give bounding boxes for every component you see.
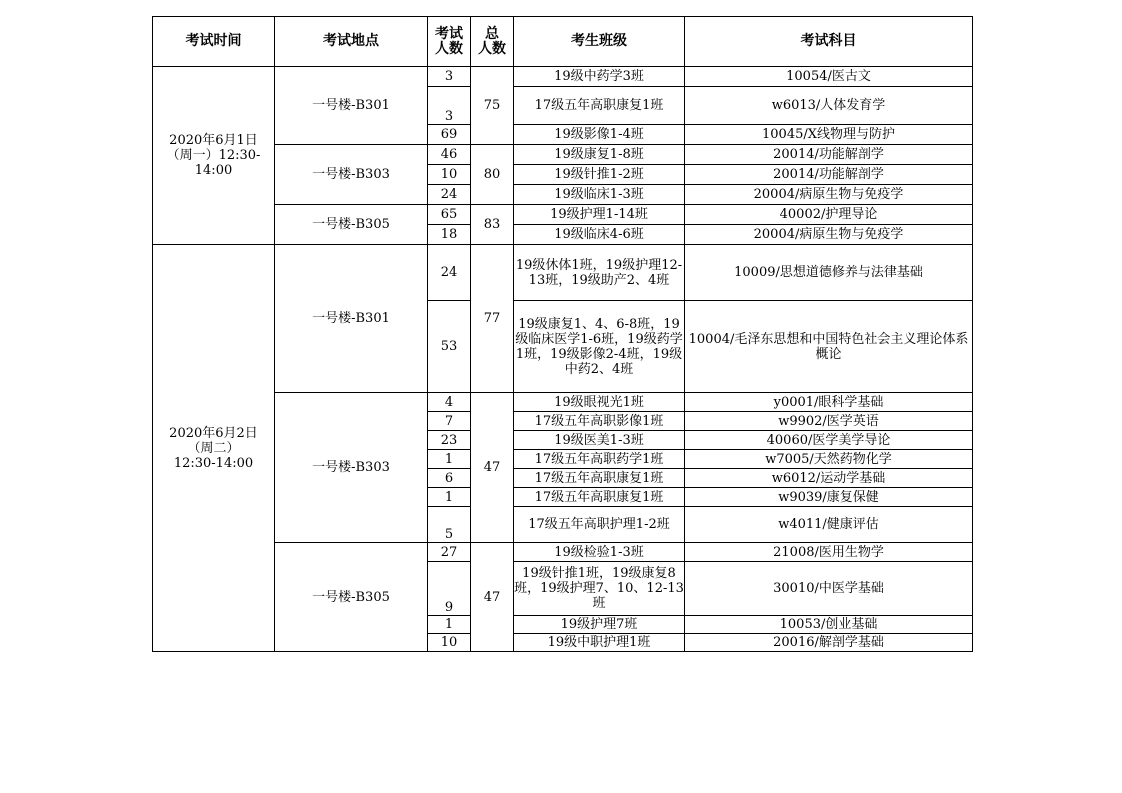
header-exam-count: 考试 人数 <box>428 17 471 67</box>
subject-cell: w6012/运动学基础 <box>685 469 973 488</box>
class-cell: 19级影像1-4班 <box>514 125 685 145</box>
class-cell: 19级护理1-14班 <box>514 205 685 225</box>
total-count-cell: 83 <box>471 205 514 245</box>
class-cell: 19级检验1-3班 <box>514 543 685 562</box>
subject-cell: 10004/毛泽东思想和中国特色社会主义理论体系概论 <box>685 301 973 393</box>
class-cell: 17级五年高职影像1班 <box>514 412 685 431</box>
table-row <box>153 205 973 225</box>
exam-location-cell: 一号楼-B303 <box>275 393 428 543</box>
class-cell: 19级针推1班，19级康复8班，19级护理7、10、12-13班 <box>514 562 685 616</box>
class-cell: 19级医美1-3班 <box>514 431 685 450</box>
exam-count-cell: 5 <box>428 507 471 543</box>
subject-cell: y0001/眼科学基础 <box>685 393 973 412</box>
class-cell: 17级五年高职康复1班 <box>514 87 685 125</box>
class-cell: 19级护理7班 <box>514 616 685 634</box>
header-total-count: 总 人数 <box>471 17 514 67</box>
subject-cell: 40002/护理导论 <box>685 205 973 225</box>
subject-cell: 10053/创业基础 <box>685 616 973 634</box>
table-row <box>153 393 973 412</box>
exam-location-cell: 一号楼-B301 <box>275 245 428 393</box>
header-exam-time: 考试时间 <box>153 17 275 67</box>
exam-count-cell: 10 <box>428 165 471 185</box>
exam-location-cell: 一号楼-B305 <box>275 543 428 652</box>
table-row <box>153 145 973 165</box>
exam-count-cell: 1 <box>428 450 471 469</box>
exam-count-cell: 7 <box>428 412 471 431</box>
class-cell: 19级康复1、4、6-8班，19级临床医学1-6班，19级药学1班，19级影像2-4班，19级中药2、4班 <box>514 301 685 393</box>
subject-cell: 10045/X线物理与防护 <box>685 125 973 145</box>
exam-count-cell: 65 <box>428 205 471 225</box>
total-count-cell: 47 <box>471 543 514 652</box>
total-count-cell: 80 <box>471 145 514 205</box>
header-exam-location: 考试地点 <box>275 17 428 67</box>
exam-count-cell: 53 <box>428 301 471 393</box>
exam-count-cell: 24 <box>428 245 471 301</box>
subject-cell: w9039/康复保健 <box>685 488 973 507</box>
header-student-class: 考生班级 <box>514 17 685 67</box>
subject-cell: 20004/病原生物与免疫学 <box>685 185 973 205</box>
exam-location-cell: 一号楼-B303 <box>275 145 428 205</box>
subject-cell: 21008/医用生物学 <box>685 543 973 562</box>
exam-location-cell: 一号楼-B301 <box>275 67 428 145</box>
subject-cell: 20014/功能解剖学 <box>685 145 973 165</box>
subject-cell: 20016/解剖学基础 <box>685 634 973 652</box>
exam-location-cell: 一号楼-B305 <box>275 205 428 245</box>
subject-cell: 20014/功能解剖学 <box>685 165 973 185</box>
exam-count-cell: 24 <box>428 185 471 205</box>
class-cell: 19级中职护理1班 <box>514 634 685 652</box>
exam-count-cell: 27 <box>428 543 471 562</box>
class-cell: 19级眼视光1班 <box>514 393 685 412</box>
exam-count-cell: 3 <box>428 87 471 125</box>
exam-count-cell: 6 <box>428 469 471 488</box>
subject-cell: w9902/医学英语 <box>685 412 973 431</box>
header-exam-subject: 考试科目 <box>685 17 973 67</box>
class-cell: 19级临床1-3班 <box>514 185 685 205</box>
total-count-cell: 75 <box>471 67 514 145</box>
class-cell: 19级针推1-2班 <box>514 165 685 185</box>
exam-count-cell: 1 <box>428 616 471 634</box>
subject-cell: w4011/健康评估 <box>685 507 973 543</box>
subject-cell: 30010/中医学基础 <box>685 562 973 616</box>
total-count-cell: 47 <box>471 393 514 543</box>
header-row <box>153 17 973 67</box>
table-row <box>153 67 973 87</box>
subject-cell: 10009/思想道德修养与法律基础 <box>685 245 973 301</box>
exam-schedule-table <box>152 16 973 652</box>
exam-count-cell: 46 <box>428 145 471 165</box>
exam-count-cell: 18 <box>428 225 471 245</box>
exam-count-cell: 9 <box>428 562 471 616</box>
class-cell: 19级休体1班，19级护理12-13班，19级助产2、4班 <box>514 245 685 301</box>
exam-count-cell: 69 <box>428 125 471 145</box>
subject-cell: 20004/病原生物与免疫学 <box>685 225 973 245</box>
exam-time-cell: 2020年6月2日 （周二） 12:30-14:00 <box>153 245 275 652</box>
class-cell: 17级五年高职药学1班 <box>514 450 685 469</box>
class-cell: 19级临床4-6班 <box>514 225 685 245</box>
total-count-cell: 77 <box>471 245 514 393</box>
exam-count-cell: 4 <box>428 393 471 412</box>
exam-count-cell: 1 <box>428 488 471 507</box>
class-cell: 17级五年高职护理1-2班 <box>514 507 685 543</box>
class-cell: 17级五年高职康复1班 <box>514 469 685 488</box>
exam-count-cell: 10 <box>428 634 471 652</box>
table-row <box>153 245 973 301</box>
class-cell: 19级中药学3班 <box>514 67 685 87</box>
subject-cell: w7005/天然药物化学 <box>685 450 973 469</box>
exam-count-cell: 23 <box>428 431 471 450</box>
subject-cell: w6013/人体发育学 <box>685 87 973 125</box>
class-cell: 19级康复1-8班 <box>514 145 685 165</box>
exam-time-cell: 2020年6月1日 （周一）12:30- 14:00 <box>153 67 275 245</box>
exam-count-cell: 3 <box>428 67 471 87</box>
class-cell: 17级五年高职康复1班 <box>514 488 685 507</box>
subject-cell: 40060/医学美学导论 <box>685 431 973 450</box>
table-row <box>153 543 973 562</box>
subject-cell: 10054/医古文 <box>685 67 973 87</box>
